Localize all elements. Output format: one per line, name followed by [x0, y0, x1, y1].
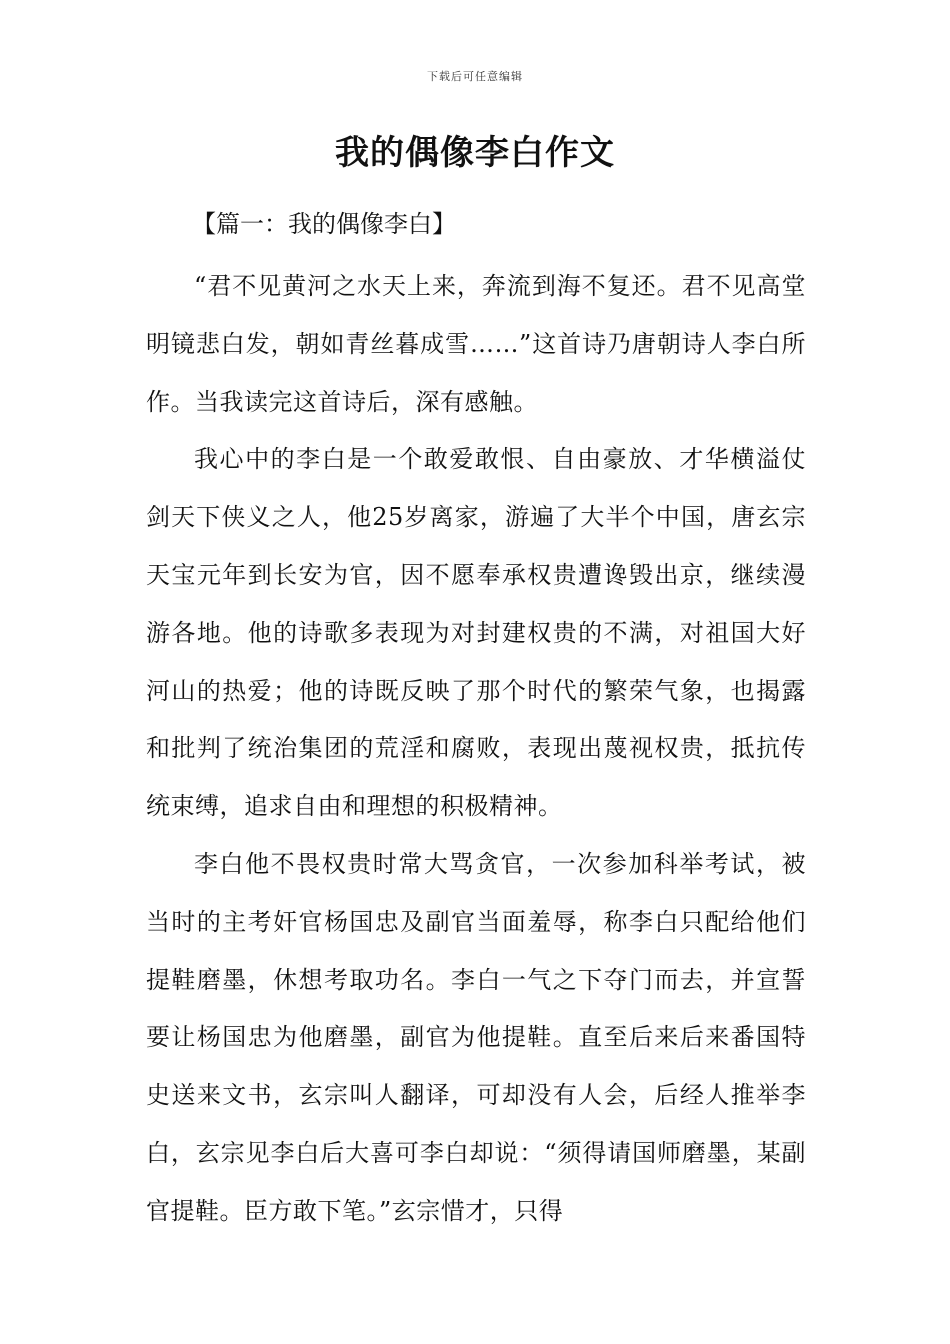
article-body — [146, 258, 806, 1241]
page-header-note: 下载后可任意编辑 — [427, 70, 523, 83]
document-title: 我的偶像李白作文 — [335, 133, 615, 173]
section-heading: 【篇一：我的偶像李白】 — [192, 210, 456, 238]
paragraph-2: 我心中的李白是一个敢爱敢恨、自由豪放、才华横溢仗剑天下侠义之人，他25岁离家，游遍了大半个中国，唐玄宗天宝元年到长安为官，因不愿奉承权贵遭谗毁出京，继续漫游各地。他的诗歌多表现为对封建权贵的不满，对祖国大好河山的热爱；他的诗既反映了那个时代的繁荣气象，也揭露和批判了统治集团的荒淫和腐败，表现出蔑视权贵，抵抗传统束缚，追求自由和理想的积极精神。 — [146, 445, 806, 821]
paragraph-3: 李白他不畏权贵时常大骂贪官，一次参加科举考试，被当时的主考奸官杨国忠及副官当面羞辱，称李白只配给他们提鞋磨墨，休想考取功名。李白一气之下夺门而去，并宣誓要让杨国忠为他磨墨，副官为他提鞋。直至后来后来番国特史送来文书，玄宗叫人翻译，可却没有人会，后经人推举李白，玄宗见李白后大喜可李白却说：“须得请国师磨墨，某副官提鞋。臣方敢下笔。”玄宗惜才，只得 — [146, 849, 806, 1225]
paragraph-1: “君不见黄河之水天上来，奔流到海不复还。君不见高堂明镜悲白发，朝如青丝暮成雪……”这首诗乃唐朝诗人李白所作。当我读完这首诗后，深有感触。 — [146, 272, 806, 416]
